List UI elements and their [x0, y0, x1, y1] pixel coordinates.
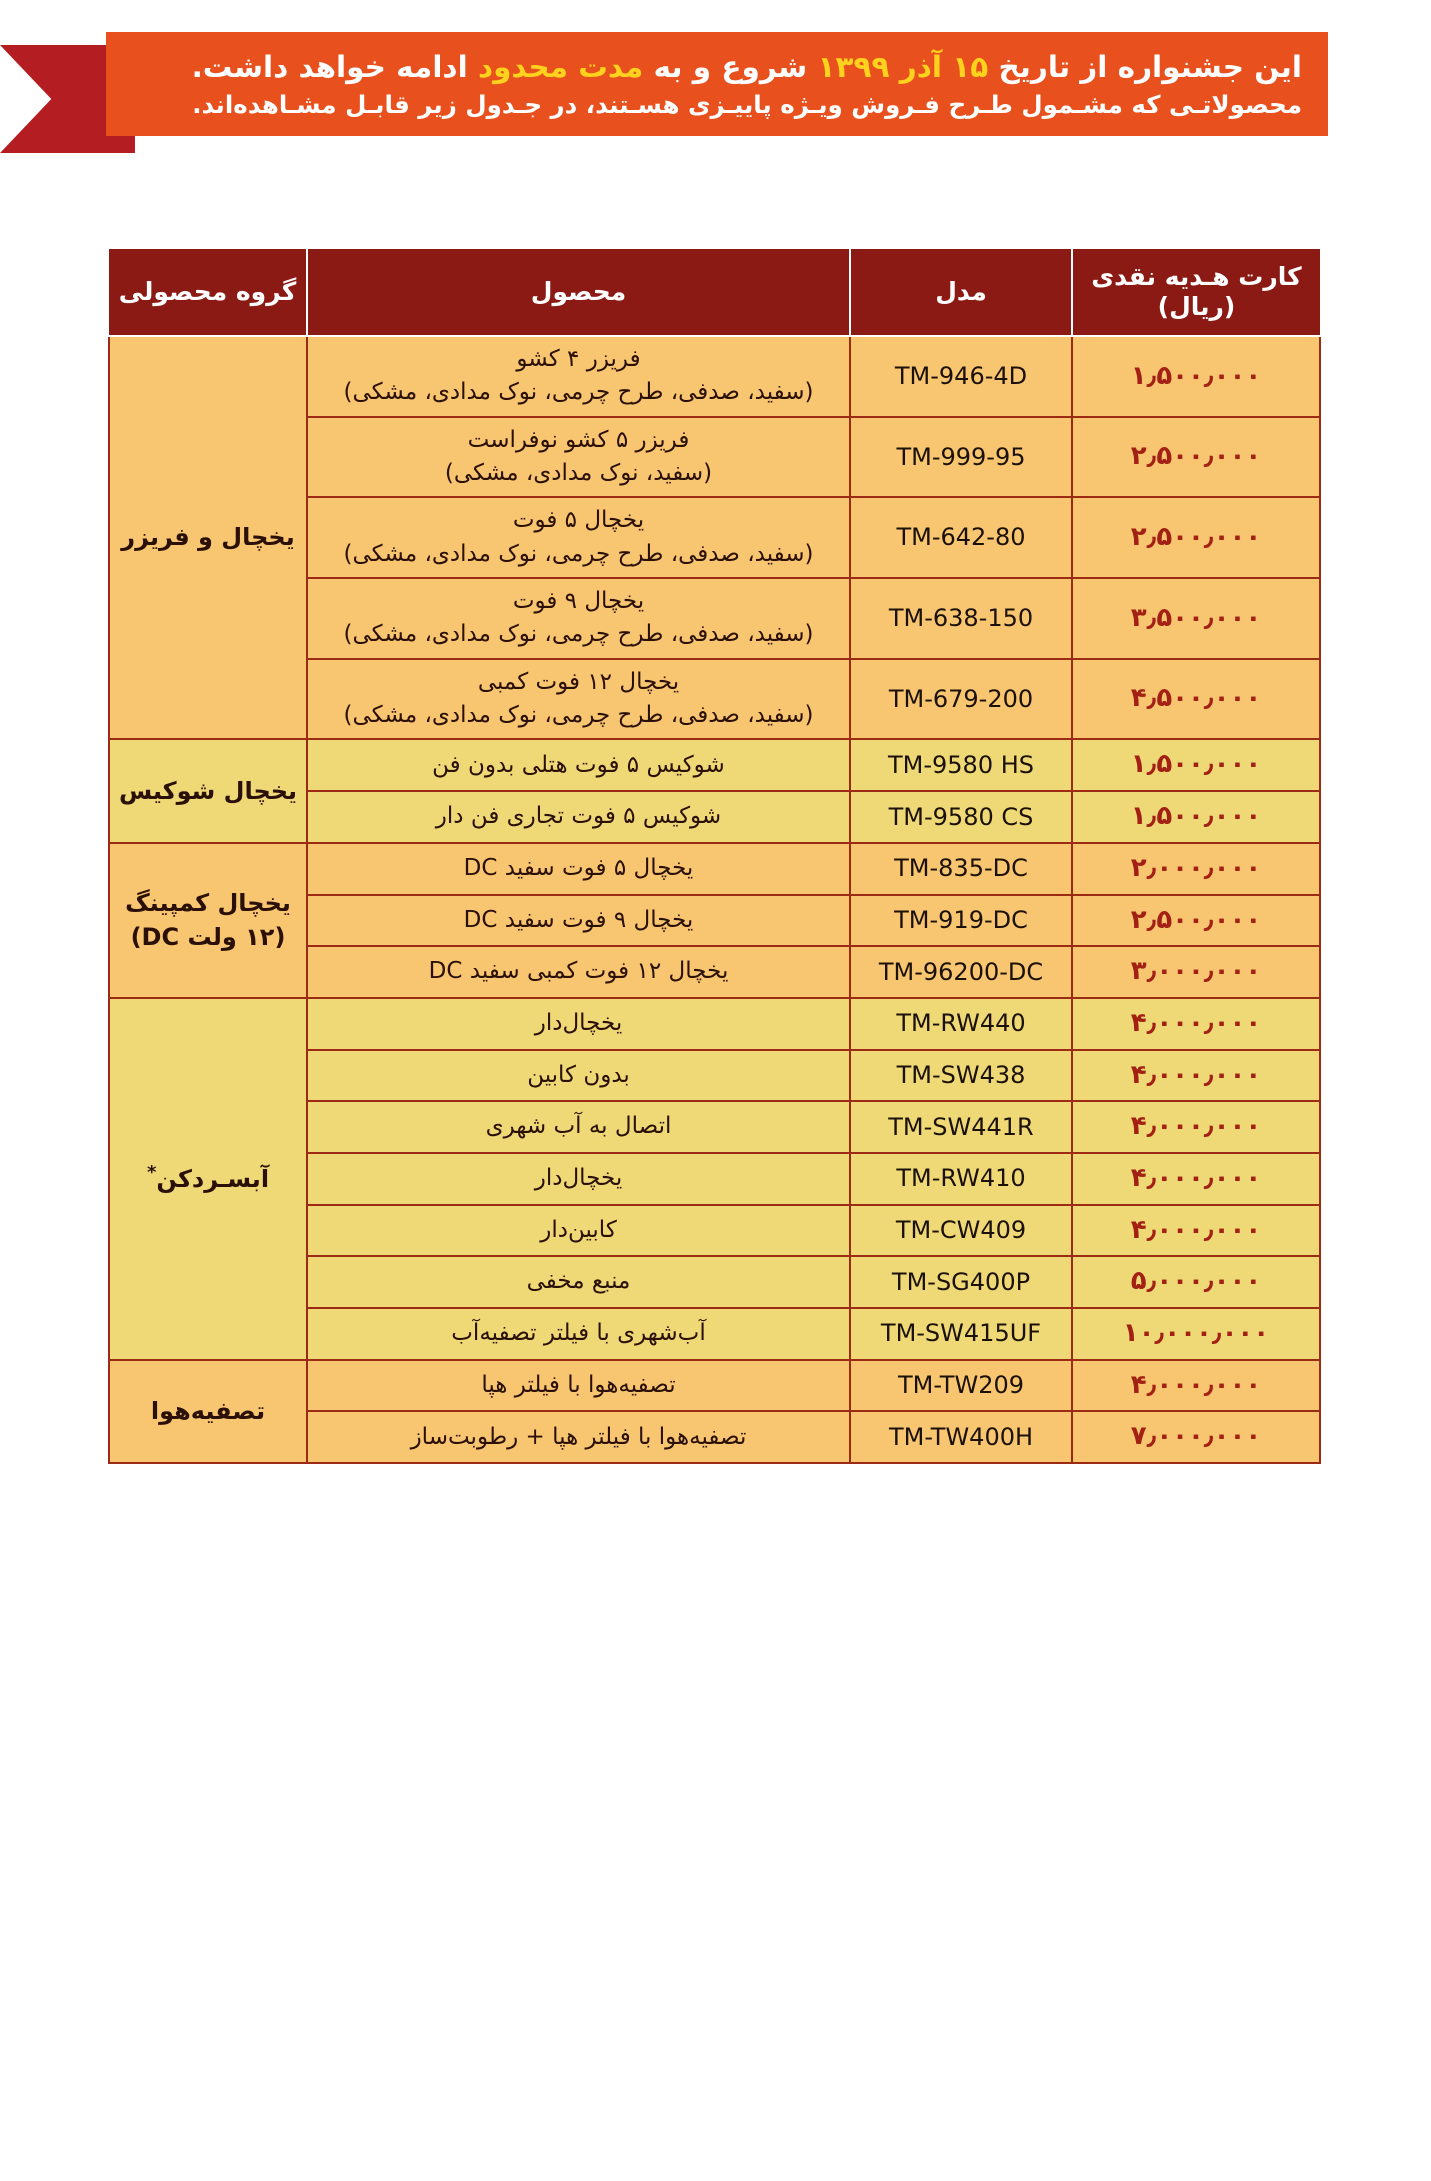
- column-header-model: مدل: [850, 248, 1072, 336]
- offers-table: [108, 247, 1321, 1464]
- cell-product-variants: (سفید، صدفی، طرح چرمی، نوک مدادی، مشکی): [343, 540, 814, 567]
- cell-product-name: شوکیس ۵ فوت هتلی بدون فن: [307, 739, 850, 791]
- cell-gift-card-amount: ۲٫۵۰۰٫۰۰۰: [1072, 895, 1320, 947]
- cell-product-name: یخچال ۵ فوت (سفید، صدفی، طرح چرمی، نوک مدادی، مشکی): [307, 497, 850, 578]
- table-row: [109, 998, 1320, 1050]
- cell-product-name: اتصال به آب شهری: [307, 1101, 850, 1153]
- table-header: [109, 248, 1320, 336]
- cell-product-name: فریزر ۵ کشو نوفراست (سفید، نوک مدادی، مشکی): [307, 417, 850, 498]
- cell-model-code: TM-999-95: [850, 417, 1072, 498]
- table-row: [109, 1360, 1320, 1412]
- column-header-product-group: گروه محصولی: [109, 248, 307, 336]
- cell-model-code: TM-SW415UF: [850, 1308, 1072, 1360]
- cell-gift-card-amount: ۴٫۰۰۰٫۰۰۰: [1072, 1360, 1320, 1412]
- cell-gift-card-amount: ۵٫۰۰۰٫۰۰۰: [1072, 1256, 1320, 1308]
- cell-product-name: منبع مخفی: [307, 1256, 850, 1308]
- table-header-row: [109, 248, 1320, 336]
- cell-gift-card-amount: ۴٫۰۰۰٫۰۰۰: [1072, 998, 1320, 1050]
- cell-gift-card-amount: ۴٫۰۰۰٫۰۰۰: [1072, 1205, 1320, 1257]
- banner-duration-highlight: مدت محدود: [477, 50, 644, 85]
- cell-product-name: تصفیه‌هوا با فیلتر هپا: [307, 1360, 850, 1412]
- cell-model-code: TM-835-DC: [850, 843, 1072, 895]
- column-header-gift-card: [1072, 248, 1320, 336]
- cell-gift-card-amount: ۱٫۵۰۰٫۰۰۰: [1072, 336, 1320, 417]
- cell-gift-card-amount: ۲٫۰۰۰٫۰۰۰: [1072, 843, 1320, 895]
- cell-model-code: TM-946-4D: [850, 336, 1072, 417]
- table-row: [109, 843, 1320, 895]
- cell-gift-card-amount: ۴٫۵۰۰٫۰۰۰: [1072, 659, 1320, 740]
- gift-header-line2: (ریال): [1157, 292, 1236, 321]
- cell-product-name: کابین‌دار: [307, 1205, 850, 1257]
- banner-subline: محصولاتـی که مشـمول طـرح فـروش ویـژه پاییـزی هسـتند، در جـدول زیر قابـل مشـاهده‌اند.: [192, 89, 1302, 119]
- cell-product-name: یخچال ۹ فوت (سفید، صدفی، طرح چرمی، نوک مدادی، مشکی): [307, 578, 850, 659]
- cell-gift-card-amount: ۱۰٫۰۰۰٫۰۰۰: [1072, 1308, 1320, 1360]
- offers-table-container: [110, 247, 1321, 1464]
- footnote-asterisk: *: [146, 1162, 157, 1184]
- cell-gift-card-amount: ۲٫۵۰۰٫۰۰۰: [1072, 417, 1320, 498]
- cell-product-name: شوکیس ۵ فوت تجاری فن دار: [307, 791, 850, 843]
- cell-model-code: TM-CW409: [850, 1205, 1072, 1257]
- cell-model-code: TM-679-200: [850, 659, 1072, 740]
- cell-product-group: تصفیه‌هوا: [109, 1360, 307, 1463]
- cell-product-name: بدون کابین: [307, 1050, 850, 1102]
- banner-headline-part1: این جشنواره از تاریخ: [988, 50, 1302, 85]
- cell-product-name: فریزر ۴ کشو (سفید، صدفی، طرح چرمی، نوک مدادی، مشکی): [307, 336, 850, 417]
- table-row: [109, 336, 1320, 417]
- cell-product-name: یخچال‌دار: [307, 998, 850, 1050]
- cell-gift-card-amount: ۱٫۵۰۰٫۰۰۰: [1072, 791, 1320, 843]
- ribbon-body: [106, 32, 1328, 136]
- cell-model-code: TM-SG400P: [850, 1256, 1072, 1308]
- cell-product-group-sub: (۱۲ ولت DC): [130, 923, 286, 952]
- cell-model-code: TM-9580 HS: [850, 739, 1072, 791]
- cell-product-group: آبسـردکن*: [109, 998, 307, 1360]
- gift-header-line1: کارت هـدیه نقدی: [1091, 261, 1302, 291]
- cell-gift-card-amount: ۴٫۰۰۰٫۰۰۰: [1072, 1153, 1320, 1205]
- cell-model-code: TM-SW441R: [850, 1101, 1072, 1153]
- cell-gift-card-amount: ۷٫۰۰۰٫۰۰۰: [1072, 1411, 1320, 1463]
- cell-product-name: یخچال ۹ فوت سفید DC: [307, 895, 850, 947]
- cell-model-code: TM-9580 CS: [850, 791, 1072, 843]
- cell-product-name: یخچال‌دار: [307, 1153, 850, 1205]
- cell-gift-card-amount: ۳٫۵۰۰٫۰۰۰: [1072, 578, 1320, 659]
- banner-headline: [132, 48, 1302, 88]
- cell-product-name: یخچال ۵ فوت سفید DC: [307, 843, 850, 895]
- table-body: [109, 336, 1320, 1463]
- cell-model-code: TM-638-150: [850, 578, 1072, 659]
- cell-gift-card-amount: ۱٫۵۰۰٫۰۰۰: [1072, 739, 1320, 791]
- promo-banner: [0, 0, 1431, 160]
- cell-model-code: TM-642-80: [850, 497, 1072, 578]
- cell-product-variants: (سفید، صدفی، طرح چرمی، نوک مدادی، مشکی): [343, 702, 814, 729]
- cell-model-code: TM-RW440: [850, 998, 1072, 1050]
- cell-gift-card-amount: ۴٫۰۰۰٫۰۰۰: [1072, 1050, 1320, 1102]
- cell-model-code: TM-RW410: [850, 1153, 1072, 1205]
- cell-model-code: TM-919-DC: [850, 895, 1072, 947]
- cell-product-name: آب‌شهری با فیلتر تصفیه‌آب: [307, 1308, 850, 1360]
- cell-product-group: یخچال و فریزر: [109, 336, 307, 739]
- cell-model-code: TM-SW438: [850, 1050, 1072, 1102]
- cell-product-name: یخچال ۱۲ فوت کمبی سفید DC: [307, 946, 850, 998]
- banner-headline-part3: ادامه خواهد داشت.: [191, 50, 478, 85]
- cell-model-code: TM-TW400H: [850, 1411, 1072, 1463]
- cell-gift-card-amount: ۳٫۰۰۰٫۰۰۰: [1072, 946, 1320, 998]
- banner-headline-part2: شروع و به: [643, 50, 818, 85]
- cell-model-code: TM-96200-DC: [850, 946, 1072, 998]
- banner-date-highlight: ۱۵ آذر ۱۳۹۹: [817, 50, 989, 85]
- cell-product-variants: (سفید، نوک مدادی، مشکی): [444, 460, 713, 487]
- cell-product-group: یخچال شوکیس: [109, 739, 307, 842]
- cell-gift-card-amount: ۲٫۵۰۰٫۰۰۰: [1072, 497, 1320, 578]
- cell-product-name: یخچال ۱۲ فوت کمبی (سفید، صدفی، طرح چرمی، نوک مدادی، مشکی): [307, 659, 850, 740]
- column-header-product: محصول: [307, 248, 850, 336]
- cell-product-variants: (سفید، صدفی، طرح چرمی، نوک مدادی، مشکی): [343, 621, 814, 648]
- cell-product-group: یخچال کمپینگ (۱۲ ولت DC): [109, 843, 307, 998]
- cell-model-code: TM-TW209: [850, 1360, 1072, 1412]
- cell-gift-card-amount: ۴٫۰۰۰٫۰۰۰: [1072, 1101, 1320, 1153]
- cell-product-variants: (سفید، صدفی، طرح چرمی، نوک مدادی، مشکی): [343, 379, 814, 406]
- table-row: [109, 739, 1320, 791]
- cell-product-name: تصفیه‌هوا با فیلتر هپا + رطوبت‌ساز: [307, 1411, 850, 1463]
